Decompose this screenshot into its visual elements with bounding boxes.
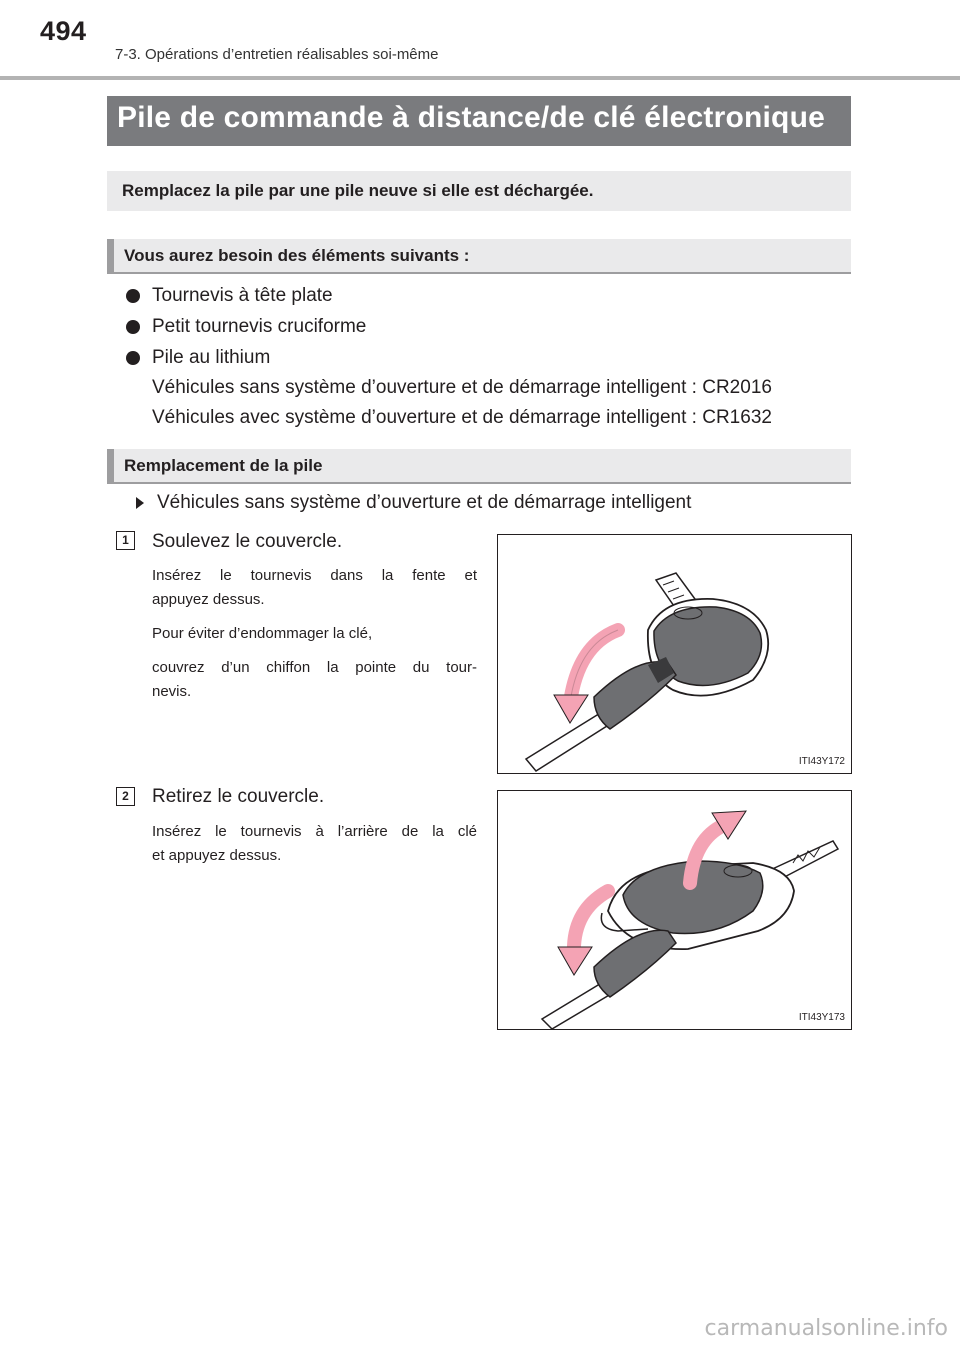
step-instructions [152,564,477,704]
intro-text: Remplacez la pile par une pile neuve si elle est déchargée. [122,181,594,200]
step-number: 1 [116,531,135,550]
step-line: nevis. [152,683,192,700]
needed-heading: Vous aurez besoin des éléments suivants : [124,246,470,265]
figure-remove-cover [497,790,852,1030]
key-remove-cover-illustration [498,791,851,1029]
step-line: Pour éviter d’endommager la clé, [152,625,373,642]
step-line: et appuyez dessus. [152,847,282,864]
step-line: Insérez le tournevis dans la fente et [152,567,477,584]
step-line: appuyez dessus. [152,591,265,608]
page-number: 494 [40,16,87,46]
step-line: couvrez d’un chiffon la pointe du tour- [152,659,477,676]
needed-subhead-marker [107,239,114,274]
needed-item: Tournevis à tête plate [152,285,333,306]
battery-spec-line: Véhicules avec système d’ouverture et de démarrage intelligent : CR1632 [152,407,772,428]
bullet-icon [126,289,140,303]
variant-heading: Véhicules sans système d’ouverture et de démarrage intelligent [157,492,692,513]
figure-lift-cover [497,534,852,774]
step-title: Soulevez le couvercle. [152,531,343,552]
watermark: carmanualsonline.info [704,1316,948,1341]
step-title: Retirez le couvercle. [152,786,325,807]
step-number: 2 [116,787,135,806]
step-instructions [152,820,477,868]
bullet-icon [126,351,140,365]
section-path: 7-3. Opérations d’entretien réalisables soi-même [115,46,439,63]
step-line: Insérez le tournevis à l’arrière de la clé [152,823,477,840]
page-title: Pile de commande à distance/de clé électronique [117,101,825,134]
replacement-heading: Remplacement de la pile [124,456,323,475]
figure-code: ITI43Y172 [798,756,845,767]
key-lift-cover-illustration [498,535,851,773]
bullet-icon [126,320,140,334]
battery-spec-line: Véhicules sans système d’ouverture et de démarrage intelligent : CR2016 [152,377,772,398]
replacement-subhead-marker [107,449,114,484]
figure-code: ITI43Y173 [798,1012,845,1023]
header-divider [0,76,960,80]
needed-item: Pile au lithium [152,347,271,368]
triangle-bullet-icon [136,497,144,509]
needed-item: Petit tournevis cruciforme [152,316,367,337]
